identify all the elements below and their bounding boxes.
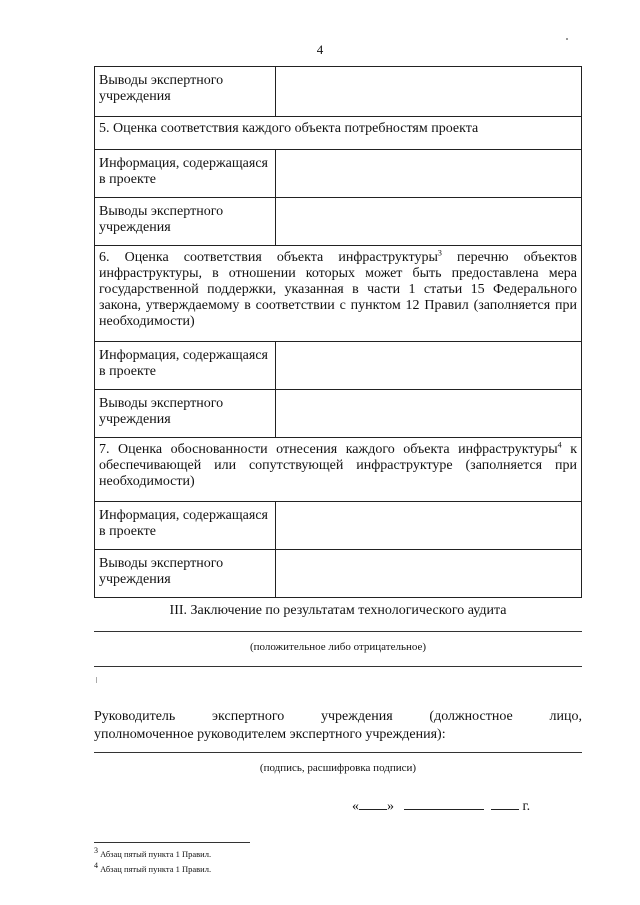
conclusion-fill-line[interactable] [94,631,582,632]
date-year-blank[interactable] [491,797,519,810]
section-6-rest: перечню объектов инфраструктуры, в отношении которых может быть предоставлена мера государственной поддержки, указанная в части 1 статьи 15 Федерального закона, утверждаемому в соответствии с пунктом 12 Правил (заполняется при необходимости) [99,250,578,329]
row-label: Выводы экспертного учреждения [95,550,276,597]
date-year-suffix: г. [522,799,531,814]
signer-line-2: уполномоченное руководителем экспертного учреждения): [94,727,446,742]
table-row [95,197,581,245]
row-label: Выводы экспертного учреждения [95,198,276,245]
row-label: Информация, содержащаяся в проекте [95,502,276,549]
row-label: Выводы экспертного учреждения [95,67,276,116]
section-7-rest: к обеспечивающей или сопутствующей инфраструктуре (заполняется при необходимости) [99,442,578,489]
footnote-mark: 4 [94,861,98,871]
table-row [95,501,581,549]
date-field [352,797,530,815]
date-open-quote: « [352,799,359,814]
footnote-3 [94,846,212,859]
section-6-text [95,246,581,330]
signer-block [94,708,582,744]
table-row [95,341,581,389]
footnote-mark: 3 [94,846,98,856]
section-7-text [95,438,581,490]
page-number: 4 [316,42,324,57]
date-month-blank[interactable] [404,797,484,810]
signer-word: лицо, [549,709,582,724]
section-6-title: 6. Оценка соответствия объекта инфраструктуры [99,250,438,265]
scan-mark [96,677,97,683]
scan-speck [566,38,568,40]
signature-caption: (подпись, расшифровка подписи) [259,762,417,774]
footnote-ref-4: 4 [557,440,562,450]
conclusion-fill-line-2[interactable] [94,666,582,667]
table-row [95,549,581,597]
footnote-4 [94,861,212,874]
table-row [95,149,581,197]
table-row [95,389,581,437]
signature-fill-line[interactable] [94,752,582,753]
signer-word: (должностное [429,709,513,724]
conclusion-caption: (положительное либо отрицательное) [249,641,427,653]
signer-word: Руководитель [94,709,176,724]
row-label: Выводы экспертного учреждения [95,390,276,437]
footnote-separator [94,842,250,843]
date-day-blank[interactable] [359,797,387,810]
signer-line-1 [94,708,582,726]
signer-word: учреждения [320,709,393,724]
table-row [95,245,581,341]
section-5-title: 5. Оценка соответствия каждого объекта потребностям проекта [99,121,479,136]
footnote-text: Абзац пятый пункта 1 Правил. [98,864,212,874]
footnote-ref-3: 3 [437,248,442,258]
table-row [95,116,581,149]
section-7-title: 7. Оценка обоснованности отнесения каждого объекта инфраструктуры [99,442,558,457]
table-row [95,67,581,116]
assessment-table [94,66,582,598]
row-label: Информация, содержащаяся в проекте [95,150,276,197]
row-label: Информация, содержащаяся в проекте [95,342,276,389]
signer-word: экспертного [212,709,285,724]
date-close-quote: » [387,799,394,814]
footnote-text: Абзац пятый пункта 1 Правил. [98,849,212,859]
table-row [95,437,581,501]
conclusion-title: III. Заключение по результатам технологического аудита [169,603,507,618]
